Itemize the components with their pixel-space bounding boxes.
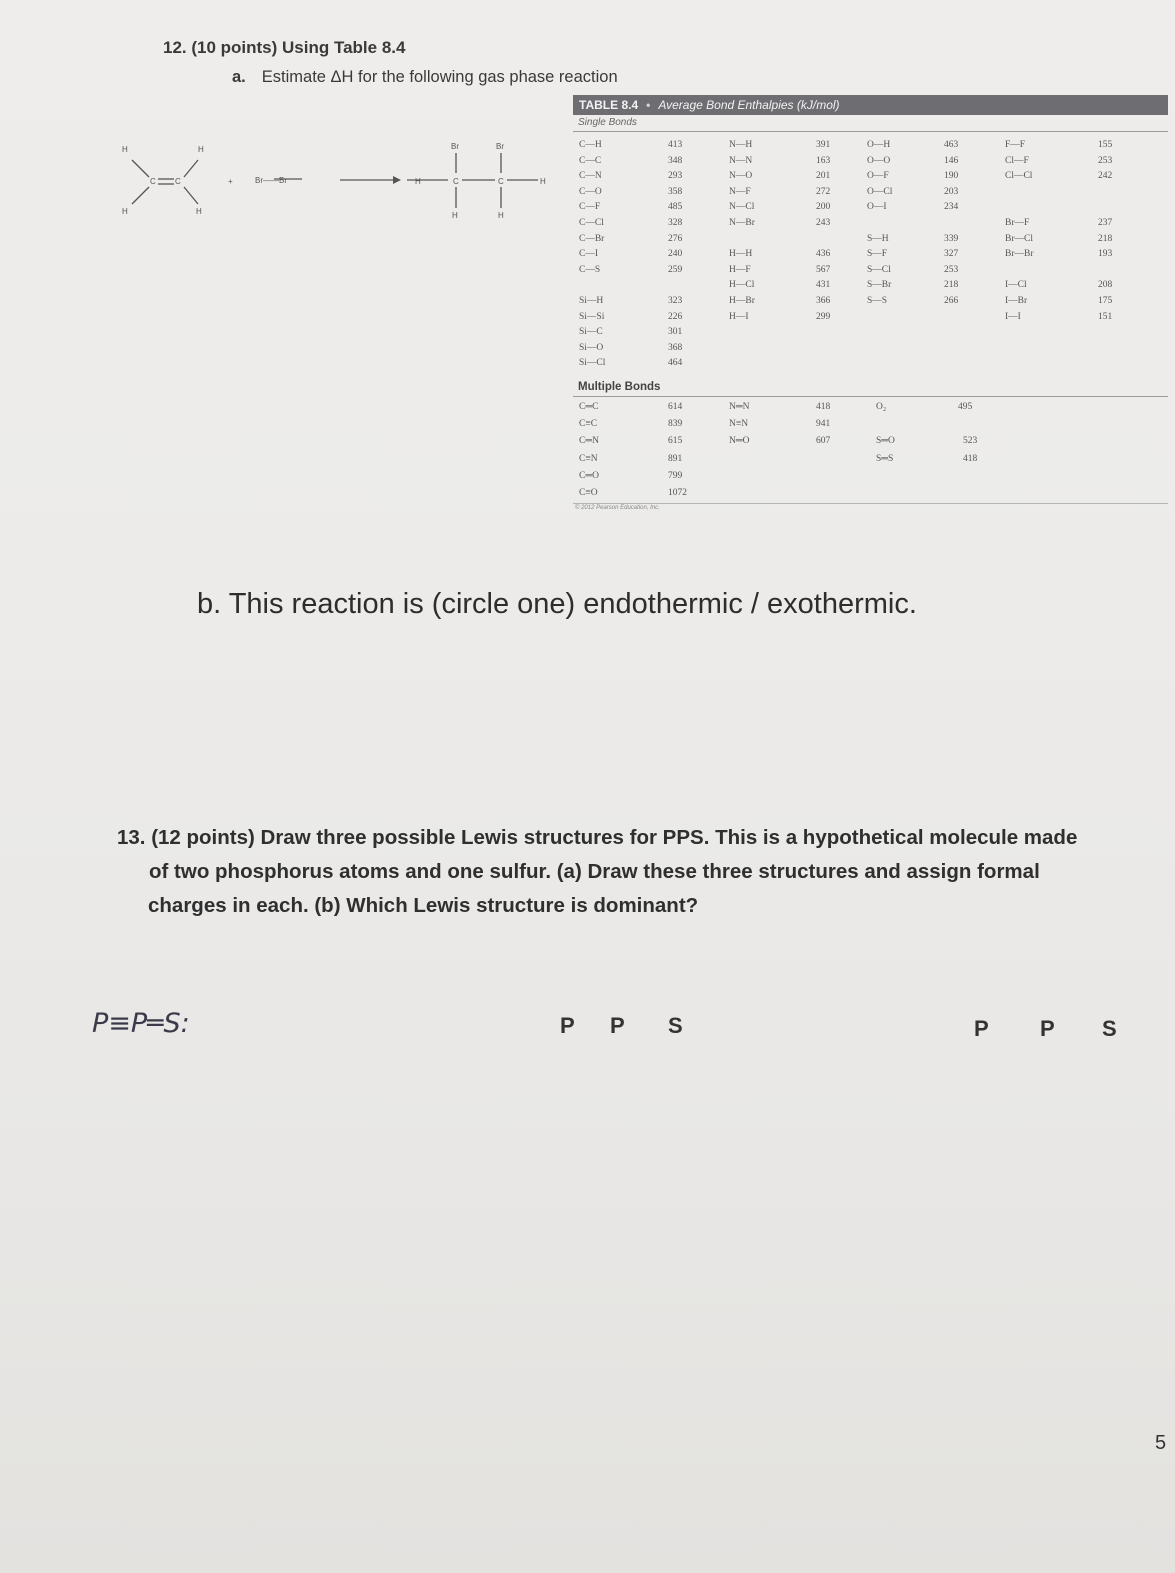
multiple-bond-label: C≡O xyxy=(579,488,598,498)
bond-value: 272 xyxy=(816,186,831,197)
bond-label: I—Cl xyxy=(1005,280,1027,291)
product-h-left: H xyxy=(415,177,421,186)
bond-label: C—S xyxy=(579,264,601,275)
bond-label: S—Br xyxy=(867,280,892,291)
multiple-bond-label: N═N xyxy=(729,402,750,412)
multiple-bond-value: 891 xyxy=(668,453,683,464)
bond-label: O—O xyxy=(867,155,891,166)
bond-label: Br—F xyxy=(1005,218,1030,228)
bond-value: 328 xyxy=(668,218,683,228)
bond-value: 203 xyxy=(944,186,959,197)
bond-value: 431 xyxy=(816,280,831,291)
bond-value: 301 xyxy=(668,327,683,338)
bond-label: N—Cl xyxy=(729,202,755,213)
bond-value: 485 xyxy=(668,202,683,213)
bond-label: Cl—Cl xyxy=(1005,171,1033,182)
bond-label: H—I xyxy=(729,311,749,322)
bond-value: 266 xyxy=(944,296,959,306)
multiple-bond-value: 614 xyxy=(668,402,683,412)
bond-label: Si—C xyxy=(579,327,603,338)
bond-value: 464 xyxy=(668,358,683,369)
bond-value: 299 xyxy=(816,311,831,322)
bond-value: 151 xyxy=(1098,311,1113,322)
product-c1: C xyxy=(453,177,459,186)
multiple-bond-value: 615 xyxy=(668,436,683,447)
bond-value: 200 xyxy=(816,202,831,213)
bond-label: O—F xyxy=(867,171,889,182)
product-h-bottom1: H xyxy=(452,211,458,220)
q13-line3: charges in each. (b) Which Lewis structure is dominant? xyxy=(148,894,699,917)
ethylene-h3: H xyxy=(198,145,204,154)
single-bonds-grid xyxy=(573,132,1168,377)
bond-enthalpy-table xyxy=(573,95,1168,511)
multiple-bond-value: 1072 xyxy=(668,488,687,498)
structure2-atom-p2: P xyxy=(610,1013,625,1038)
bond-value: 327 xyxy=(944,249,959,260)
bond-label: I—Br xyxy=(1005,296,1028,306)
handwritten-lewis-structure: P≡P═S: xyxy=(92,1008,190,1039)
question-12a xyxy=(232,68,618,87)
ethylene-h2: H xyxy=(122,207,128,216)
bond-value: 218 xyxy=(1098,233,1113,244)
table-title-sep: • xyxy=(646,98,651,112)
multiple-bond-value: 839 xyxy=(668,419,683,430)
table-title-bar xyxy=(573,95,1168,115)
multiple-bonds-grid xyxy=(573,397,1168,501)
multiple-bond-label: C═O xyxy=(579,470,599,481)
bond-value: 243 xyxy=(816,218,831,228)
bond-value: 201 xyxy=(816,171,831,182)
bond-label: C—I xyxy=(579,249,598,260)
structure3-atom-p1: P xyxy=(974,1016,989,1041)
table-label: TABLE 8.4 xyxy=(579,98,639,112)
bond-value: 155 xyxy=(1098,140,1113,150)
bond-value: 366 xyxy=(816,296,831,306)
single-bonds-heading: Single Bonds xyxy=(573,115,1168,132)
bond-label: C—O xyxy=(579,186,602,197)
table-credit: © 2012 Pearson Education, Inc. xyxy=(573,503,1168,511)
multiple-bond-label: S═O xyxy=(876,436,895,447)
part-a-text: Estimate ΔH for the following gas phase reaction xyxy=(261,68,618,86)
bond-value: 218 xyxy=(944,280,959,291)
bond-value: 339 xyxy=(944,233,959,244)
bond-label: S—F xyxy=(867,249,888,260)
question-12-heading: 12. (10 points) Using Table 8.4 xyxy=(163,38,406,57)
bond-label: Si—O xyxy=(579,342,604,353)
bond-value: 567 xyxy=(816,264,831,275)
multiple-bond-label: O₂ xyxy=(876,402,887,412)
bond-value: 413 xyxy=(668,140,683,150)
table-title: Average Bond Enthalpies (kJ/mol) xyxy=(658,98,840,112)
bond-value: 391 xyxy=(816,140,831,150)
bond-value: 293 xyxy=(668,171,683,182)
bond-label: Cl—F xyxy=(1005,155,1029,166)
product-br2: Br xyxy=(496,142,504,151)
bond-value: 323 xyxy=(668,296,683,306)
q13-line1: 13. (12 points) Draw three possible Lewis structures for PPS. This is a hypothetical molecule made xyxy=(117,826,1078,849)
multiple-bond-value: 607 xyxy=(816,436,831,447)
bond-value: 237 xyxy=(1098,218,1113,228)
multiple-bond-label: S═S xyxy=(876,453,894,464)
bond-value: 368 xyxy=(668,342,683,353)
bond-label: N—H xyxy=(729,140,753,150)
multiple-bond-label: C≡C xyxy=(579,419,598,430)
bond-value: 358 xyxy=(668,186,683,197)
plus-sign: + xyxy=(228,177,233,186)
bond-label: C—F xyxy=(579,202,601,213)
bond-label: C—Cl xyxy=(579,218,604,228)
page-number: 5 xyxy=(1155,1432,1167,1454)
q13-line2: of two phosphorus atoms and one sulfur. (a) Draw these three structures and assign formal xyxy=(149,860,1040,883)
multiple-bonds-heading: Multiple Bonds xyxy=(573,379,1168,397)
ethylene-c1: C xyxy=(150,177,156,186)
bond-value: 348 xyxy=(668,155,683,166)
bond-label: F—F xyxy=(1005,140,1026,150)
product-h-bottom2: H xyxy=(498,211,504,220)
multiple-bond-value: 418 xyxy=(816,402,831,412)
ethylene-h4: H xyxy=(196,207,202,216)
bond-value: 276 xyxy=(668,233,683,244)
question-12b: b. This reaction is (circle one) endothermic / exothermic. xyxy=(197,588,917,620)
structure2-atom-s: S xyxy=(668,1013,683,1038)
bond-value: 259 xyxy=(668,264,683,275)
bond-value: 146 xyxy=(944,155,959,166)
bond-label: Br—Br xyxy=(1005,249,1034,260)
bond-label: H—H xyxy=(729,249,753,260)
bond-label: C—N xyxy=(579,171,602,182)
bond-label: Si—Cl xyxy=(579,358,606,369)
reaction-diagram xyxy=(110,138,570,224)
bond-value: 242 xyxy=(1098,171,1113,182)
multiple-bond-value: 418 xyxy=(963,453,978,464)
ethylene-h1: H xyxy=(122,145,128,154)
multiple-bond-value: 495 xyxy=(958,402,973,412)
bond-label: C—H xyxy=(579,140,602,150)
bond-label: Si—H xyxy=(579,296,604,306)
bond-label: O—Cl xyxy=(867,186,893,197)
bond-label: Si—Si xyxy=(579,311,605,322)
bond-label: S—S xyxy=(867,296,888,306)
bond-label: S—Cl xyxy=(867,264,891,275)
multiple-bond-label: N═O xyxy=(729,436,750,447)
structure3-atom-p2: P xyxy=(1040,1016,1055,1041)
bond-value: 208 xyxy=(1098,280,1113,291)
structure3-atom-s: S xyxy=(1102,1016,1117,1041)
part-a-label: a. xyxy=(232,68,246,86)
ethylene-c2: C xyxy=(175,177,181,186)
bond-value: 234 xyxy=(944,202,959,213)
bond-label: N—F xyxy=(729,186,751,197)
bond-label: I—I xyxy=(1005,311,1021,322)
bond-label: O—I xyxy=(867,202,887,213)
bond-label: H—Cl xyxy=(729,280,755,291)
bond-label: S—H xyxy=(867,233,889,244)
bond-label: H—Br xyxy=(729,296,755,306)
product-br1: Br xyxy=(451,142,459,151)
bond-value: 253 xyxy=(1098,155,1113,166)
bond-value: 436 xyxy=(816,249,831,260)
bond-value: 193 xyxy=(1098,249,1113,260)
product-h-right: H xyxy=(540,177,546,186)
multiple-bond-label: C═C xyxy=(579,402,599,412)
bond-label: O—H xyxy=(867,140,891,150)
question-13 xyxy=(117,821,1077,923)
bond-label: H—F xyxy=(729,264,751,275)
multiple-bond-label: C≡N xyxy=(579,453,598,464)
structure2-atom-p1: P xyxy=(560,1013,575,1038)
multiple-bond-value: 799 xyxy=(668,470,683,481)
multiple-bond-value: 941 xyxy=(816,419,831,430)
bond-value: 240 xyxy=(668,249,683,260)
bond-label: N—O xyxy=(729,171,753,182)
multiple-bond-value: 523 xyxy=(963,436,978,447)
multiple-bond-label: N≡N xyxy=(729,419,749,430)
multiple-bond-label: C═N xyxy=(579,436,599,447)
reaction-arrow-head xyxy=(393,176,401,184)
bond-value: 163 xyxy=(816,155,831,166)
bond-value: 463 xyxy=(944,140,959,150)
bromine-molecule: Br——Br xyxy=(255,176,287,185)
bond-value: 190 xyxy=(944,171,959,182)
bond-label: N—N xyxy=(729,155,753,166)
bond-value: 175 xyxy=(1098,296,1113,306)
product-c2: C xyxy=(498,177,504,186)
bond-label: Br—Cl xyxy=(1005,233,1033,244)
bond-value: 253 xyxy=(944,264,959,275)
bond-label: N—Br xyxy=(729,218,755,228)
bond-value: 226 xyxy=(668,311,683,322)
bond-label: C—C xyxy=(579,155,602,166)
bond-label: C—Br xyxy=(579,233,605,244)
